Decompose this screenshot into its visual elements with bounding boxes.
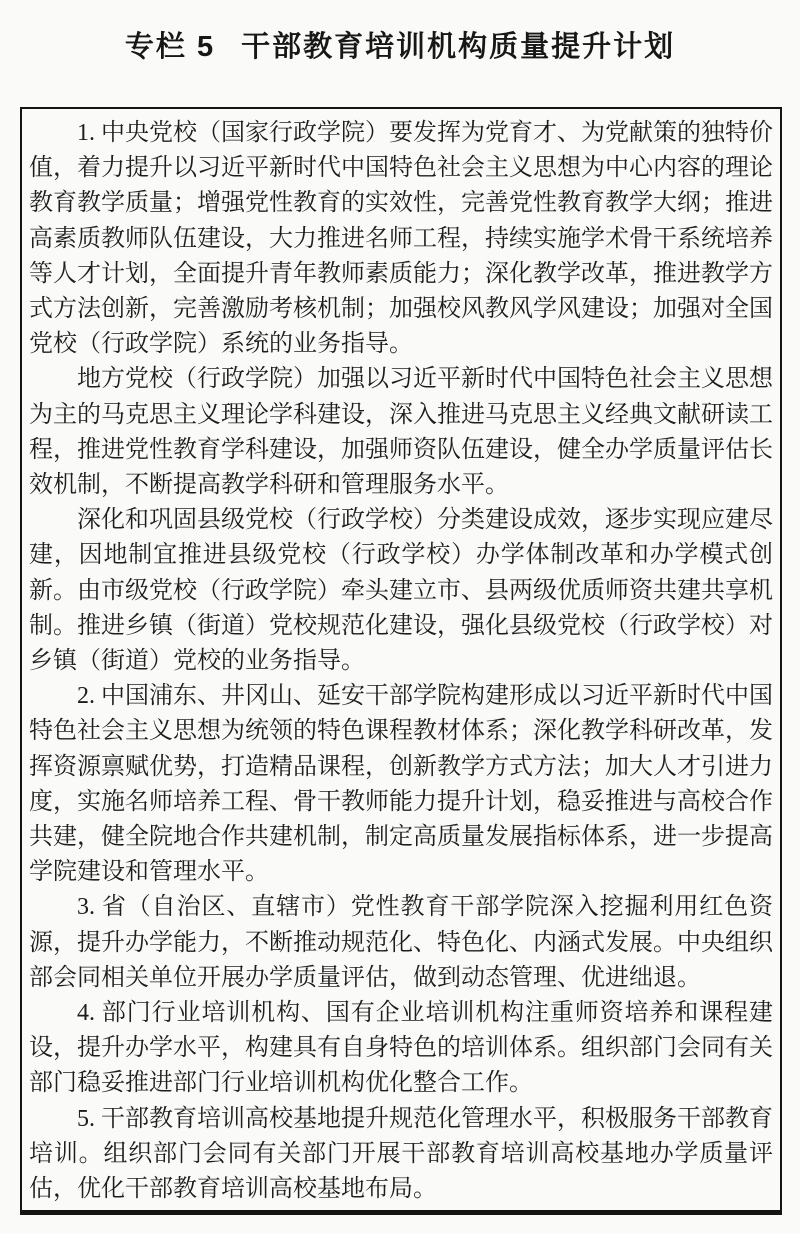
paragraph-2-cadre-academies: 2. 中国浦东、井冈山、延安干部学院构建形成以习近平新时代中国特色社会主义思想为统领的特色课程教材体系；深化教学科研改革，发挥资源禀赋优势，打造精品课程，创新教学方式方法；加大人才引进力度，实施名师培养工程、骨干教师能力提升计划，稳妥推进与高校合作共建，健全院地合作共建机制，制定高质量发展指标体系，进一步提高学院建设和管理水平。: [29, 683, 773, 886]
box-label: 专栏 5: [124, 31, 216, 63]
paragraph-county-party-schools: 深化和巩固县级党校（行政学校）分类建设成效，逐步实现应建尽建，因地制宜推进县级党校（行政学校）办学体制改革和办学模式创新。由市级党校（行政学院）牵头建立市、县两级优质师资共建共享机制。推进乡镇（街道）党校规范化建设，强化县级党校（行政学校）对乡镇（街道）党校的业务指导。: [29, 507, 773, 675]
paragraph-4-industry-training-institutions: 4. 部门行业培训机构、国有企业培训机构注重师资培养和课程建设，提升办学水平，构建具有自身特色的培训体系。组织部门会同有关部门稳妥推进部门行业培训机构优化整合工作。: [29, 1000, 773, 1097]
paragraph-local-party-schools: 地方党校（行政学院）加强以习近平新时代中国特色社会主义思想为主的马克思主义理论学科建设，深入推进马克思主义经典文献研读工程，推进党性教育学科建设，加强师资队伍建设，健全办学质量评估长效机制，不断提高教学科研和管理服务水平。: [29, 366, 773, 499]
page-title: 干部教育培训机构质量提升计划: [241, 31, 676, 63]
paragraph-3-provincial-academies: 3. 省（自治区、直辖市）党性教育干部学院深入挖掘利用红色资源，提升办学能力，不断推动规范化、特色化、内涵式发展。中央组织部会同相关单位开展办学质量评估，做到动态管理、优进绌退。: [29, 894, 773, 991]
paragraph-1-central-party-school: 1. 中央党校（国家行政学院）要发挥为党育才、为党献策的独特价值，着力提升以习近平新时代中国特色社会主义思想为中心内容的理论教育教学质量；增强党性教育的实效性，完善党性教育教学大纲；推进高素质教师队伍建设，大力推进名师工程，持续实施学术骨干系统培养等人才计划，全面提升青年教师素质能力；深化教学改革，推进教学方式方法创新，完善激励考核机制；加强校风教风学风建设；加强对全国党校（行政学院）系统的业务指导。: [29, 120, 773, 358]
content-box: [20, 107, 782, 1215]
paragraph-5-university-bases: 5. 干部教育培训高校基地提升规范化管理水平，积极服务干部教育培训。组织部门会同有关部门开展干部教育培训高校基地办学质量评估，优化干部教育培训高校基地布局。: [29, 1105, 773, 1203]
box-heading: [0, 24, 800, 65]
